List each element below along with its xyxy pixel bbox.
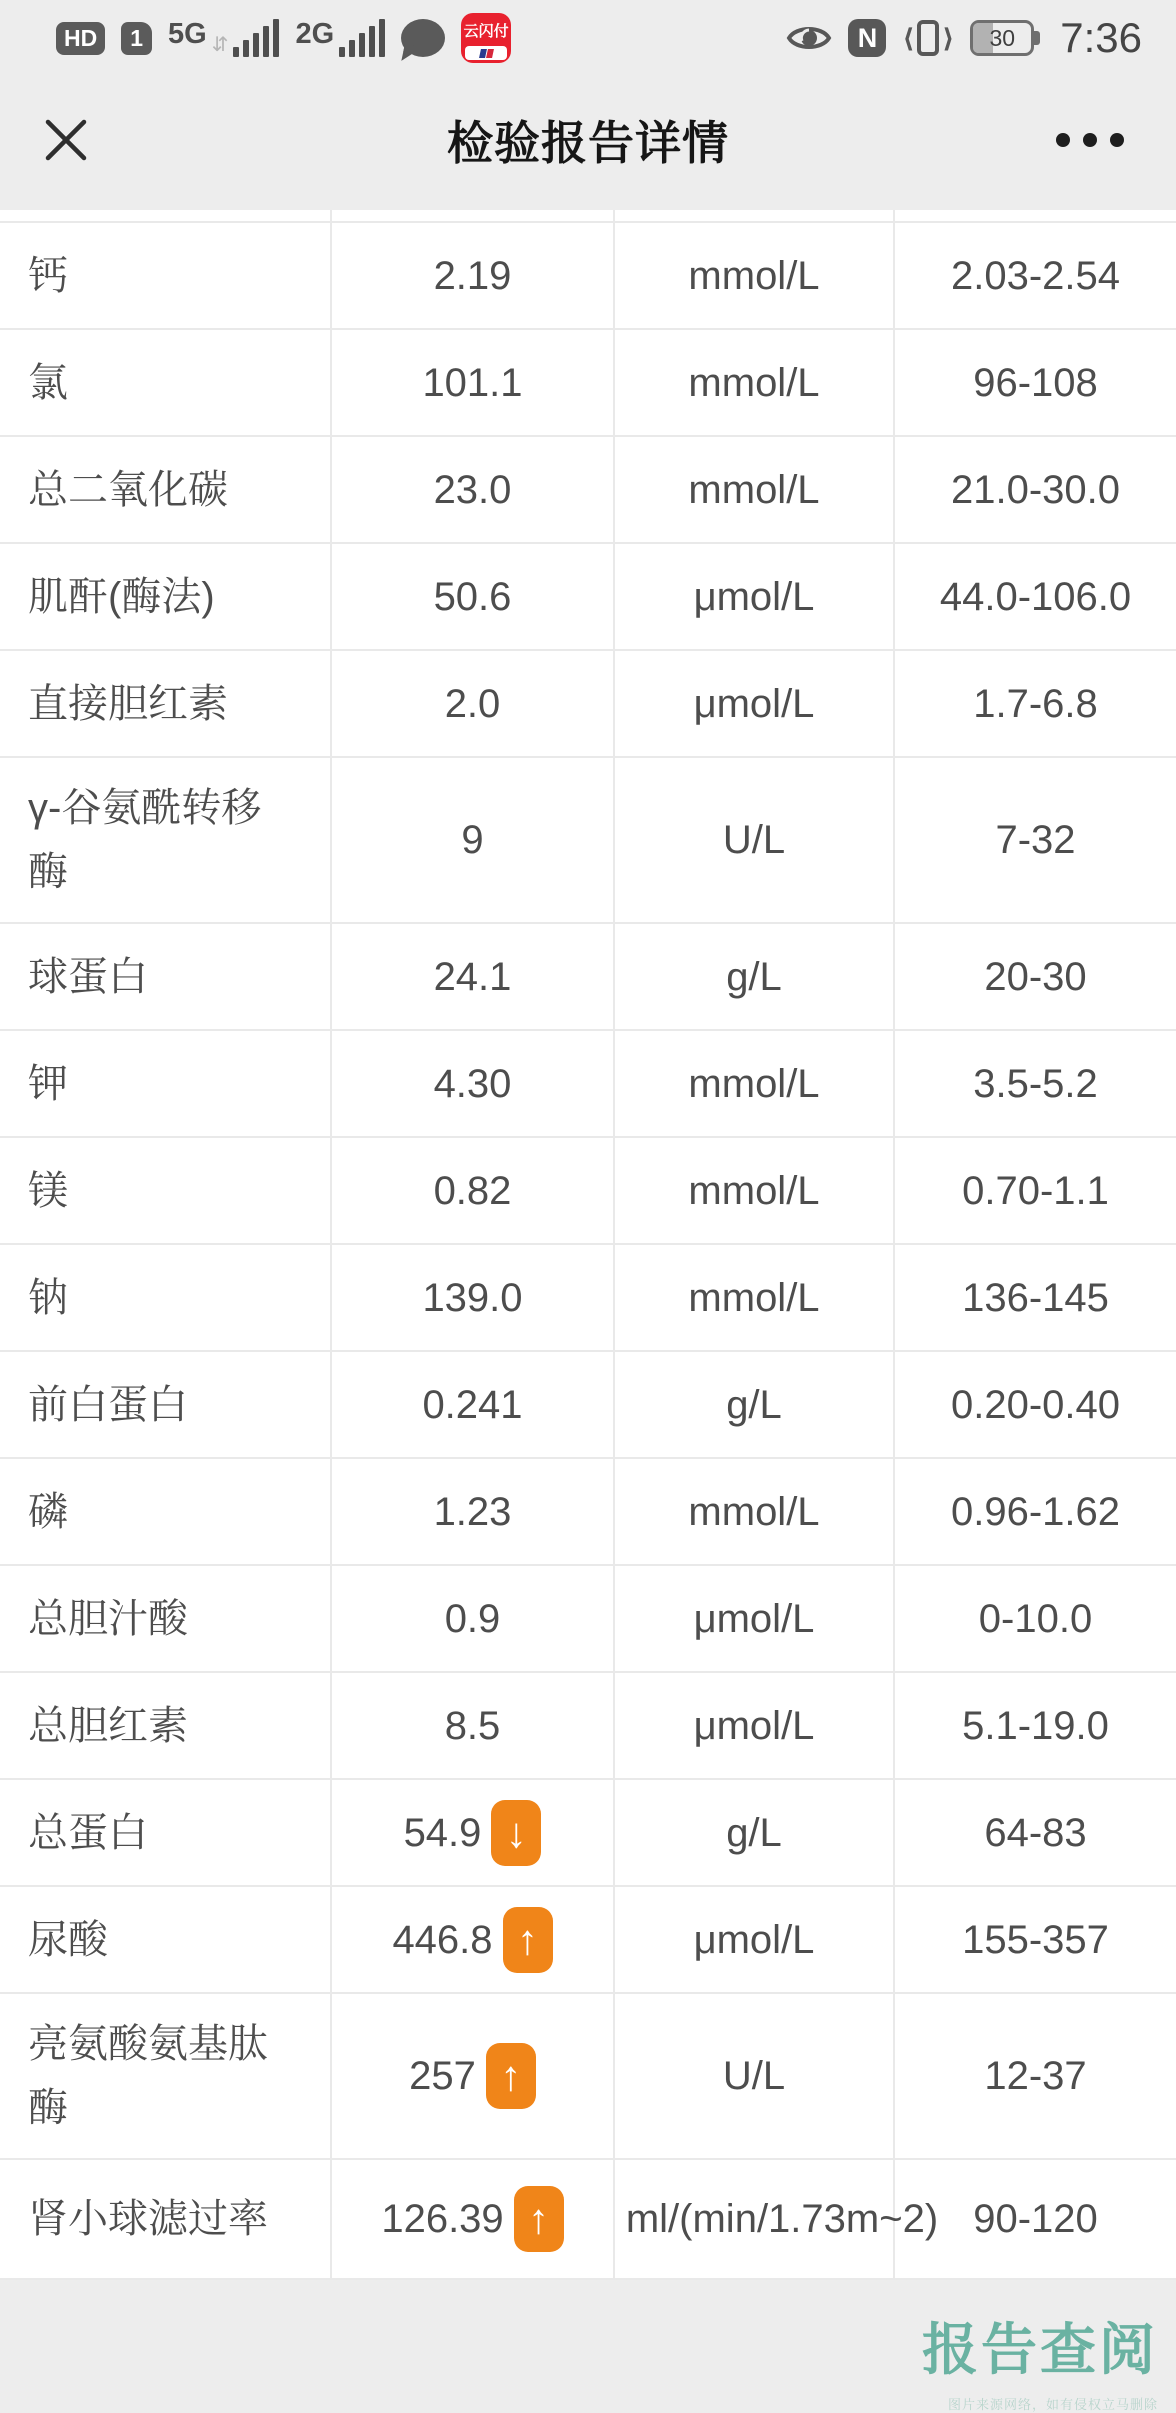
unionpay-app-label: 云闪付 [463, 23, 509, 40]
watermark-text: 报告查阅 [922, 2318, 1158, 2381]
test-value: 4.30 [330, 1031, 613, 1136]
sim-card-icon: 1 [121, 22, 152, 55]
signal-5g [168, 19, 279, 57]
test-unit: μmol/L [613, 1673, 893, 1778]
test-name: 亮氨酸氨基肽酶 [28, 2022, 268, 2130]
test-value: 0.82 [330, 1138, 613, 1243]
status-bar [0, 0, 1176, 70]
nfc-icon: N [848, 19, 886, 57]
test-unit: μmol/L [613, 651, 893, 756]
abnormal-arrow-icon: ↑ [503, 1907, 553, 1973]
table-row [0, 223, 1176, 330]
test-range: 0.20-0.40 [893, 1352, 1176, 1457]
test-unit: μmol/L [613, 1566, 893, 1671]
test-range: 44.0-106.0 [893, 544, 1176, 649]
nav-bar [0, 70, 1176, 210]
message-bubble-icon [401, 19, 445, 57]
test-value: 446.8 ↑ [330, 1887, 613, 1992]
test-unit: g/L [613, 1352, 893, 1457]
page-title: 检验报告详情 [447, 117, 729, 169]
test-unit: mmol/L [613, 437, 893, 542]
test-value: 139.0 [330, 1245, 613, 1350]
abnormal-arrow-icon: ↓ [491, 1800, 541, 1866]
test-name: 氯 [28, 360, 68, 405]
test-range: 2.03-2.54 [893, 223, 1176, 328]
hd-badge-icon: HD [56, 22, 105, 55]
test-range: 0-10.0 [893, 1566, 1176, 1671]
data-arrows-icon: ⇵ [211, 34, 229, 56]
footer [0, 2280, 1176, 2413]
test-value: 54.9 ↓ [330, 1780, 613, 1885]
test-name: 钙 [28, 253, 68, 298]
wave-right-icon: ⟩ [942, 22, 955, 53]
more-menu-button[interactable] [1056, 123, 1124, 157]
test-name: 钠 [28, 1275, 68, 1320]
test-range: 90-120 [893, 2160, 1176, 2278]
table-row [0, 1673, 1176, 1780]
test-name: 球蛋白 [28, 954, 148, 999]
table-row [0, 330, 1176, 437]
test-name: γ-谷氨酰转移酶 [28, 786, 262, 894]
test-value: 0.241 [330, 1352, 613, 1457]
status-left [56, 13, 511, 63]
battery-percent: 30 [989, 24, 1016, 51]
vibrate-icon [902, 20, 954, 56]
partial-row [0, 210, 1176, 223]
table-row [0, 437, 1176, 544]
test-range: 96-108 [893, 330, 1176, 435]
test-unit: mmol/L [613, 1245, 893, 1350]
test-unit: mmol/L [613, 1138, 893, 1243]
network-type-label: 2G [295, 18, 335, 50]
test-value: 8.5 [330, 1673, 613, 1778]
test-range: 5.1-19.0 [893, 1673, 1176, 1778]
signal-bars-icon [233, 19, 279, 57]
test-name: 总胆红素 [28, 1703, 188, 1748]
status-right [786, 14, 1142, 62]
test-name: 尿酸 [28, 1917, 108, 1962]
unionpay-logo-band [465, 46, 507, 60]
clock-text: 7:36 [1060, 14, 1142, 61]
table-row [0, 1352, 1176, 1459]
abnormal-arrow-icon: ↑ [514, 2186, 564, 2252]
table-row [0, 1459, 1176, 1566]
close-button[interactable] [36, 110, 96, 170]
test-name: 前白蛋白 [28, 1382, 188, 1427]
table-row [0, 1994, 1176, 2160]
table-row [0, 1566, 1176, 1673]
network-type-label: 5G [168, 18, 207, 50]
test-range: 20-30 [893, 924, 1176, 1029]
test-unit: mmol/L [613, 223, 893, 328]
signal-2g [295, 19, 385, 57]
test-unit: ml/(min/1.73m~2) [613, 2160, 893, 2278]
phone-body-icon [917, 20, 939, 56]
test-value: 101.1 [330, 330, 613, 435]
test-value: 126.39 ↑ [330, 2160, 613, 2278]
test-unit: mmol/L [613, 330, 893, 435]
watermark-caption: 图片来源网络，如有侵权立马删除 [947, 2397, 1158, 2412]
eye-comfort-icon [786, 21, 832, 55]
test-unit: mmol/L [613, 1459, 893, 1564]
wave-left-icon: ⟨ [902, 22, 915, 53]
test-value: 257 ↑ [330, 1994, 613, 2158]
test-name: 磷 [28, 1489, 68, 1534]
test-name: 镁 [28, 1168, 68, 1213]
table-row [0, 1780, 1176, 1887]
table-row [0, 1887, 1176, 1994]
test-name: 总胆汁酸 [28, 1596, 188, 1641]
test-unit: mmol/L [613, 1031, 893, 1136]
test-unit: μmol/L [613, 544, 893, 649]
test-name: 肌酐(酶法) [28, 574, 215, 619]
test-name: 直接胆红素 [28, 681, 228, 726]
table-row [0, 758, 1176, 924]
test-name: 钾 [28, 1061, 68, 1106]
signal-bars-icon [339, 19, 385, 57]
table-row [0, 2160, 1176, 2280]
test-unit: g/L [613, 1780, 893, 1885]
test-range: 136-145 [893, 1245, 1176, 1350]
lab-results-table[interactable] [0, 210, 1176, 2280]
test-range: 21.0-30.0 [893, 437, 1176, 542]
table-row [0, 1138, 1176, 1245]
table-row [0, 651, 1176, 758]
abnormal-arrow-icon: ↑ [486, 2043, 536, 2109]
table-row [0, 1031, 1176, 1138]
test-value: 2.0 [330, 651, 613, 756]
test-unit: g/L [613, 924, 893, 1029]
test-name: 总二氧化碳 [28, 467, 228, 512]
test-range: 7-32 [893, 758, 1176, 922]
test-name: 肾小球滤过率 [28, 2197, 268, 2241]
test-unit: U/L [613, 1994, 893, 2158]
test-value: 23.0 [330, 437, 613, 542]
test-value: 1.23 [330, 1459, 613, 1564]
test-value: 24.1 [330, 924, 613, 1029]
test-range: 155-357 [893, 1887, 1176, 1992]
table-row [0, 924, 1176, 1031]
table-row [0, 544, 1176, 651]
test-range: 0.96-1.62 [893, 1459, 1176, 1564]
test-range: 3.5-5.2 [893, 1031, 1176, 1136]
test-unit: U/L [613, 758, 893, 922]
test-range: 1.7-6.8 [893, 651, 1176, 756]
test-unit: μmol/L [613, 1887, 893, 1992]
unionpay-app-icon [461, 13, 511, 63]
test-name: 总蛋白 [28, 1810, 148, 1855]
test-value: 9 [330, 758, 613, 922]
test-value: 0.9 [330, 1566, 613, 1671]
test-range: 0.70-1.1 [893, 1138, 1176, 1243]
test-range: 12-37 [893, 1994, 1176, 2158]
test-range: 64-83 [893, 1780, 1176, 1885]
table-row [0, 1245, 1176, 1352]
test-value: 50.6 [330, 544, 613, 649]
test-value: 2.19 [330, 223, 613, 328]
battery-icon [970, 20, 1034, 56]
